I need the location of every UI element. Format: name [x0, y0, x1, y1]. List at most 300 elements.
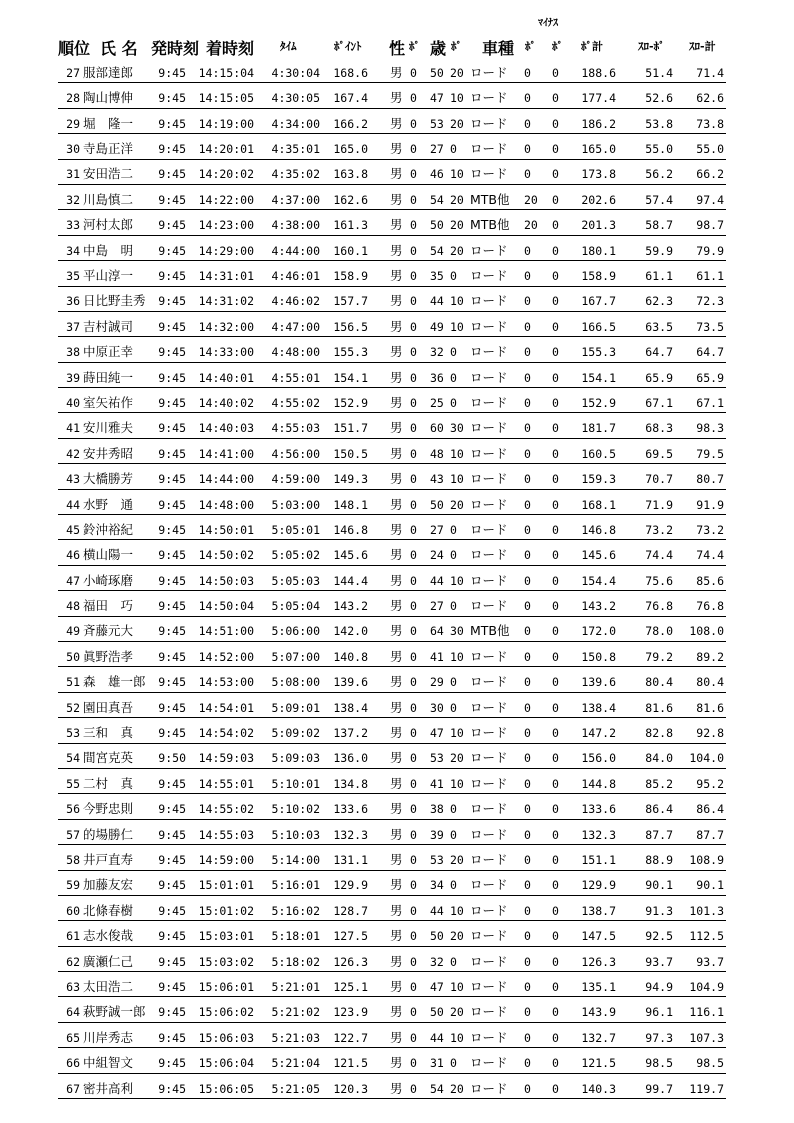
- minus-point-cell: 0: [552, 345, 559, 360]
- slow-total-cell: 80.7: [696, 472, 724, 487]
- sex-point-cell: 0: [410, 218, 417, 233]
- point-total-cell: 155.3: [581, 345, 616, 360]
- slow-point-cell: 82.8: [645, 726, 673, 741]
- results-sheet: [58, 14, 726, 1099]
- vehicle-point-cell: 0: [524, 573, 531, 588]
- start-time-cell: 9:45: [158, 827, 186, 842]
- elapsed-time-cell: 4:35:02: [271, 167, 320, 182]
- table-row: [58, 718, 726, 743]
- header-age-point: ﾎﾟ: [451, 40, 462, 53]
- rank-cell: 65: [66, 1030, 80, 1045]
- name-cell: 斉藤元大: [83, 623, 134, 639]
- name-cell: 川島慎二: [83, 191, 134, 207]
- finish-time-cell: 14:48:00: [198, 497, 254, 512]
- table-row: [58, 642, 726, 667]
- point-total-cell: 132.3: [581, 827, 616, 842]
- name-cell: 横山陽一: [83, 547, 134, 563]
- age-cell: 47: [430, 979, 444, 994]
- name-cell: 安川雅夫: [83, 420, 134, 436]
- point-total-cell: 138.7: [581, 903, 616, 918]
- sex-point-cell: 0: [410, 548, 417, 563]
- sex-point-cell: 0: [410, 319, 417, 334]
- slow-total-cell: 86.4: [696, 802, 724, 817]
- vehicle-point-cell: 0: [524, 827, 531, 842]
- table-row: [58, 871, 726, 896]
- point-total-cell: 132.7: [581, 1030, 616, 1045]
- age-cell: 34: [430, 878, 444, 893]
- vehicle-point-cell: 0: [524, 726, 531, 741]
- point-cell: 152.9: [333, 395, 368, 410]
- sex-cell: 男: [390, 64, 403, 80]
- point-total-cell: 126.3: [581, 954, 616, 969]
- age-point-cell: 0: [450, 548, 457, 563]
- slow-total-cell: 87.7: [696, 827, 724, 842]
- vehicle-cell: ロード: [470, 750, 508, 766]
- slow-total-cell: 65.9: [696, 370, 724, 385]
- point-total-cell: 180.1: [581, 243, 616, 258]
- header-start: 発時刻: [151, 39, 200, 58]
- point-total-cell: 156.0: [581, 751, 616, 766]
- elapsed-time-cell: 4:46:02: [271, 294, 320, 309]
- age-point-cell: 10: [450, 167, 464, 182]
- slow-point-cell: 75.6: [645, 573, 673, 588]
- rank-cell: 32: [66, 192, 80, 207]
- age-cell: 43: [430, 472, 444, 487]
- slow-total-cell: 97.4: [696, 192, 724, 207]
- elapsed-time-cell: 4:30:05: [271, 91, 320, 106]
- start-time-cell: 9:45: [158, 91, 186, 106]
- table-row: [58, 312, 726, 337]
- point-total-cell: 129.9: [581, 878, 616, 893]
- name-cell: 密井高利: [83, 1080, 134, 1096]
- age-point-cell: 0: [450, 395, 457, 410]
- minus-point-cell: 0: [552, 726, 559, 741]
- elapsed-time-cell: 4:56:00: [271, 446, 320, 461]
- table-row: [58, 1023, 726, 1048]
- table-row: [58, 972, 726, 997]
- rank-cell: 45: [66, 522, 80, 537]
- name-cell: 志水俊哉: [83, 928, 134, 944]
- slow-point-cell: 86.4: [645, 802, 673, 817]
- table-row: [58, 667, 726, 692]
- minus-point-cell: 0: [552, 1081, 559, 1096]
- elapsed-time-cell: 5:16:01: [271, 878, 320, 893]
- rank-cell: 42: [66, 446, 80, 461]
- vehicle-point-cell: 0: [524, 65, 531, 80]
- vehicle-point-cell: 0: [524, 167, 531, 182]
- slow-point-cell: 69.5: [645, 446, 673, 461]
- start-time-cell: 9:45: [158, 1005, 186, 1020]
- start-time-cell: 9:45: [158, 421, 186, 436]
- vehicle-cell: MTB他: [470, 217, 510, 233]
- table-row: [58, 363, 726, 388]
- sex-point-cell: 0: [410, 269, 417, 284]
- age-cell: 49: [430, 319, 444, 334]
- name-cell: 寺島正洋: [83, 141, 134, 157]
- point-cell: 166.2: [333, 116, 368, 131]
- sex-cell: 男: [390, 496, 403, 512]
- minus-point-cell: 0: [552, 853, 559, 867]
- finish-time-cell: 15:01:02: [198, 903, 254, 918]
- vehicle-point-cell: 0: [524, 878, 531, 893]
- elapsed-time-cell: 5:05:03: [271, 573, 320, 588]
- elapsed-time-cell: 5:18:01: [271, 929, 320, 944]
- age-point-cell: 0: [450, 700, 457, 715]
- finish-time-cell: 14:22:00: [198, 192, 254, 207]
- name-cell: 中組智文: [83, 1055, 134, 1071]
- sex-cell: 男: [390, 166, 403, 182]
- age-cell: 30: [430, 700, 444, 715]
- header-slow-point: ｽﾛ-ﾎﾟ: [638, 40, 665, 53]
- start-time-cell: 9:45: [158, 294, 186, 309]
- age-cell: 25: [430, 395, 444, 410]
- age-point-cell: 10: [450, 1030, 464, 1045]
- slow-total-cell: 62.6: [696, 91, 724, 106]
- vehicle-point-cell: 0: [524, 776, 531, 791]
- point-cell: 136.0: [333, 751, 368, 766]
- slow-total-cell: 116.1: [689, 1005, 724, 1020]
- point-cell: 127.5: [333, 929, 368, 944]
- vehicle-cell: ロード: [470, 877, 508, 893]
- slow-point-cell: 90.1: [645, 878, 673, 893]
- point-total-cell: 151.1: [581, 853, 616, 867]
- finish-time-cell: 14:50:01: [198, 522, 254, 537]
- header-time: ﾀｲﾑ: [280, 40, 297, 53]
- age-cell: 48: [430, 446, 444, 461]
- point-total-cell: 146.8: [581, 522, 616, 537]
- age-cell: 41: [430, 776, 444, 791]
- point-cell: 125.1: [333, 979, 368, 994]
- sex-point-cell: 0: [410, 116, 417, 131]
- age-point-cell: 10: [450, 776, 464, 791]
- sex-cell: 男: [390, 801, 403, 817]
- age-cell: 54: [430, 1081, 444, 1096]
- slow-total-cell: 74.4: [696, 548, 724, 563]
- table-row: [58, 769, 726, 794]
- point-total-cell: 152.9: [581, 395, 616, 410]
- finish-time-cell: 14:40:02: [198, 395, 254, 410]
- name-cell: 萩野誠一郎: [83, 1004, 146, 1020]
- point-total-cell: 202.6: [581, 192, 616, 207]
- slow-point-cell: 65.9: [645, 370, 673, 385]
- sex-point-cell: 0: [410, 472, 417, 487]
- point-total-cell: 139.6: [581, 675, 616, 690]
- finish-time-cell: 14:54:02: [198, 726, 254, 741]
- age-cell: 47: [430, 91, 444, 106]
- start-time-cell: 9:45: [158, 65, 186, 80]
- name-cell: 蒔田純一: [83, 369, 134, 385]
- point-total-cell: 143.2: [581, 599, 616, 614]
- minus-point-cell: 0: [552, 573, 559, 588]
- elapsed-time-cell: 4:44:00: [271, 243, 320, 258]
- age-cell: 50: [430, 218, 444, 233]
- point-total-cell: 133.6: [581, 802, 616, 817]
- slow-total-cell: 76.8: [696, 599, 724, 614]
- sex-point-cell: 0: [410, 929, 417, 944]
- sex-cell: 男: [390, 1055, 403, 1071]
- age-cell: 31: [430, 1056, 444, 1071]
- age-cell: 44: [430, 903, 444, 918]
- sex-cell: 男: [390, 191, 403, 207]
- age-point-cell: 10: [450, 319, 464, 334]
- age-point-cell: 20: [450, 192, 464, 207]
- finish-time-cell: 14:55:02: [198, 802, 254, 817]
- point-cell: 154.1: [333, 370, 368, 385]
- sex-cell: 男: [390, 750, 403, 766]
- sex-cell: 男: [390, 1029, 403, 1045]
- elapsed-time-cell: 5:21:04: [271, 1056, 320, 1071]
- point-cell: 139.6: [333, 675, 368, 690]
- age-point-cell: 10: [450, 446, 464, 461]
- sex-point-cell: 0: [410, 142, 417, 157]
- elapsed-time-cell: 5:18:02: [271, 954, 320, 969]
- age-cell: 44: [430, 1030, 444, 1045]
- rank-cell: 37: [66, 319, 80, 334]
- rank-cell: 30: [66, 142, 80, 157]
- finish-time-cell: 14:51:00: [198, 624, 254, 639]
- point-total-cell: 135.1: [581, 979, 616, 994]
- vehicle-point-cell: 0: [524, 1081, 531, 1096]
- age-cell: 54: [430, 243, 444, 258]
- point-total-cell: 158.9: [581, 269, 616, 284]
- rank-cell: 49: [66, 624, 80, 639]
- elapsed-time-cell: 5:06:00: [271, 624, 320, 639]
- minus-point-cell: 0: [552, 269, 559, 284]
- finish-time-cell: 14:50:04: [198, 599, 254, 614]
- slow-point-cell: 59.9: [645, 243, 673, 258]
- start-time-cell: 9:45: [158, 954, 186, 969]
- point-cell: 158.9: [333, 269, 368, 284]
- age-cell: 41: [430, 649, 444, 664]
- name-cell: 室矢祐作: [83, 394, 134, 410]
- start-time-cell: 9:45: [158, 522, 186, 537]
- start-time-cell: 9:45: [158, 497, 186, 512]
- vehicle-cell: ロード: [470, 1004, 508, 1020]
- slow-total-cell: 107.3: [689, 1030, 724, 1045]
- rank-cell: 50: [66, 649, 80, 664]
- sex-point-cell: 0: [410, 649, 417, 664]
- start-time-cell: 9:45: [158, 573, 186, 588]
- vehicle-cell: ロード: [470, 1080, 508, 1096]
- sex-cell: 男: [390, 725, 403, 741]
- start-time-cell: 9:45: [158, 370, 186, 385]
- slow-point-cell: 70.7: [645, 472, 673, 487]
- point-total-cell: 144.8: [581, 776, 616, 791]
- point-total-cell: 147.5: [581, 929, 616, 944]
- elapsed-time-cell: 5:21:01: [271, 979, 320, 994]
- rank-cell: 61: [66, 929, 80, 944]
- point-total-cell: 143.9: [581, 1005, 616, 1020]
- minus-point-cell: 0: [552, 421, 559, 436]
- name-cell: 間宮克英: [83, 750, 134, 766]
- rank-cell: 48: [66, 599, 80, 614]
- name-cell: 園田真吾: [83, 699, 134, 715]
- rank-cell: 44: [66, 497, 80, 512]
- elapsed-time-cell: 4:59:00: [271, 472, 320, 487]
- sex-cell: 男: [390, 344, 403, 360]
- minus-point-cell: 0: [552, 192, 559, 207]
- sex-cell: 男: [390, 445, 403, 461]
- age-point-cell: 20: [450, 853, 464, 867]
- start-time-cell: 9:45: [158, 345, 186, 360]
- vehicle-point-cell: 0: [524, 243, 531, 258]
- minus-point-cell: 0: [552, 395, 559, 410]
- header-vehicle-point: ﾎﾟ: [525, 40, 536, 53]
- slow-point-cell: 74.4: [645, 548, 673, 563]
- sex-cell: 男: [390, 978, 403, 994]
- point-cell: 146.8: [333, 522, 368, 537]
- start-time-cell: 9:45: [158, 726, 186, 741]
- elapsed-time-cell: 5:05:01: [271, 522, 320, 537]
- vehicle-point-cell: 0: [524, 599, 531, 614]
- rank-cell: 67: [66, 1081, 80, 1096]
- table-row: [58, 921, 726, 946]
- vehicle-point-cell: 0: [524, 269, 531, 284]
- age-cell: 47: [430, 726, 444, 741]
- name-cell: 井戸直寿: [83, 852, 134, 867]
- start-time-cell: 9:45: [158, 903, 186, 918]
- header-slow-total: ｽﾛ-計: [689, 40, 716, 53]
- slow-point-cell: 53.8: [645, 116, 673, 131]
- point-cell: 161.3: [333, 218, 368, 233]
- age-cell: 27: [430, 142, 444, 157]
- start-time-cell: 9:45: [158, 446, 186, 461]
- results-table-body: [58, 58, 726, 1099]
- table-row: [58, 185, 726, 210]
- rank-cell: 40: [66, 395, 80, 410]
- vehicle-cell: ロード: [470, 852, 508, 867]
- name-cell: 日比野圭秀: [83, 293, 146, 309]
- point-cell: 145.6: [333, 548, 368, 563]
- finish-time-cell: 14:54:01: [198, 700, 254, 715]
- finish-time-cell: 14:59:00: [198, 853, 254, 867]
- sex-point-cell: 0: [410, 599, 417, 614]
- minus-point-cell: 0: [552, 65, 559, 80]
- vehicle-cell: ロード: [470, 268, 508, 284]
- minus-point-cell: 0: [552, 954, 559, 969]
- sex-cell: 男: [390, 293, 403, 309]
- vehicle-cell: ロード: [470, 1029, 508, 1045]
- vehicle-cell: ロード: [470, 801, 508, 817]
- start-time-cell: 9:45: [158, 675, 186, 690]
- slow-total-cell: 73.2: [696, 522, 724, 537]
- header-rank: 順位: [58, 39, 91, 58]
- point-cell: 167.4: [333, 91, 368, 106]
- age-cell: 27: [430, 599, 444, 614]
- slow-point-cell: 56.2: [645, 167, 673, 182]
- vehicle-point-cell: 0: [524, 853, 531, 867]
- finish-time-cell: 15:06:03: [198, 1030, 254, 1045]
- rank-cell: 57: [66, 827, 80, 842]
- vehicle-point-cell: 0: [524, 345, 531, 360]
- rank-cell: 31: [66, 167, 80, 182]
- finish-time-cell: 14:31:01: [198, 269, 254, 284]
- slow-total-cell: 72.3: [696, 294, 724, 309]
- point-cell: 143.2: [333, 599, 368, 614]
- finish-time-cell: 14:52:00: [198, 649, 254, 664]
- minus-point-cell: 0: [552, 218, 559, 233]
- point-total-cell: 160.5: [581, 446, 616, 461]
- minus-point-cell: 0: [552, 929, 559, 944]
- start-time-cell: 9:45: [158, 192, 186, 207]
- age-cell: 50: [430, 929, 444, 944]
- slow-total-cell: 98.5: [696, 1056, 724, 1071]
- table-row: [58, 58, 726, 83]
- header-vehicle: 車種: [482, 39, 515, 58]
- start-time-cell: 9:45: [158, 243, 186, 258]
- start-time-cell: 9:45: [158, 853, 186, 867]
- minus-point-cell: 0: [552, 548, 559, 563]
- elapsed-time-cell: 4:38:00: [271, 218, 320, 233]
- rank-cell: 51: [66, 675, 80, 690]
- name-cell: 服部達郎: [83, 64, 134, 80]
- point-cell: 157.7: [333, 294, 368, 309]
- vehicle-cell: ロード: [470, 648, 508, 664]
- rank-cell: 53: [66, 726, 80, 741]
- name-cell: 加藤友宏: [83, 877, 134, 893]
- vehicle-cell: ロード: [470, 64, 508, 80]
- sex-point-cell: 0: [410, 700, 417, 715]
- age-point-cell: 10: [450, 903, 464, 918]
- elapsed-time-cell: 5:21:03: [271, 1030, 320, 1045]
- minus-point-cell: 0: [552, 827, 559, 842]
- age-cell: 27: [430, 522, 444, 537]
- slow-total-cell: 119.7: [689, 1081, 724, 1096]
- minus-point-cell: 0: [552, 522, 559, 537]
- start-time-cell: 9:45: [158, 167, 186, 182]
- rank-cell: 47: [66, 573, 80, 588]
- vehicle-cell: ロード: [470, 394, 508, 410]
- sex-point-cell: 0: [410, 1005, 417, 1020]
- header-age: 歳: [430, 39, 447, 58]
- minus-point-cell: 0: [552, 472, 559, 487]
- minus-point-cell: 0: [552, 776, 559, 791]
- sex-point-cell: 0: [410, 1056, 417, 1071]
- point-cell: 122.7: [333, 1030, 368, 1045]
- slow-total-cell: 95.2: [696, 776, 724, 791]
- age-point-cell: 0: [450, 142, 457, 157]
- age-point-cell: 20: [450, 65, 464, 80]
- rank-cell: 60: [66, 903, 80, 918]
- sex-point-cell: 0: [410, 675, 417, 690]
- sex-point-cell: 0: [410, 167, 417, 182]
- age-point-cell: 10: [450, 91, 464, 106]
- age-point-cell: 0: [450, 802, 457, 817]
- elapsed-time-cell: 5:21:02: [271, 1005, 320, 1020]
- slow-point-cell: 96.1: [645, 1005, 673, 1020]
- age-point-cell: 20: [450, 751, 464, 766]
- sex-point-cell: 0: [410, 65, 417, 80]
- table-row: [58, 134, 726, 159]
- finish-time-cell: 14:50:02: [198, 548, 254, 563]
- elapsed-time-cell: 4:55:03: [271, 421, 320, 436]
- point-cell: 163.8: [333, 167, 368, 182]
- age-cell: 44: [430, 573, 444, 588]
- vehicle-point-cell: 0: [524, 446, 531, 461]
- sex-cell: 男: [390, 1080, 403, 1096]
- age-point-cell: 30: [450, 624, 464, 639]
- vehicle-point-cell: 0: [524, 472, 531, 487]
- sex-point-cell: 0: [410, 497, 417, 512]
- name-cell: 鈴沖裕紀: [83, 521, 134, 537]
- elapsed-time-cell: 4:34:00: [271, 116, 320, 131]
- table-row: [58, 388, 726, 413]
- start-time-cell: 9:45: [158, 116, 186, 131]
- vehicle-point-cell: 0: [524, 116, 531, 131]
- age-point-cell: 30: [450, 421, 464, 436]
- point-cell: 165.0: [333, 142, 368, 157]
- name-cell: 太田浩二: [83, 978, 134, 994]
